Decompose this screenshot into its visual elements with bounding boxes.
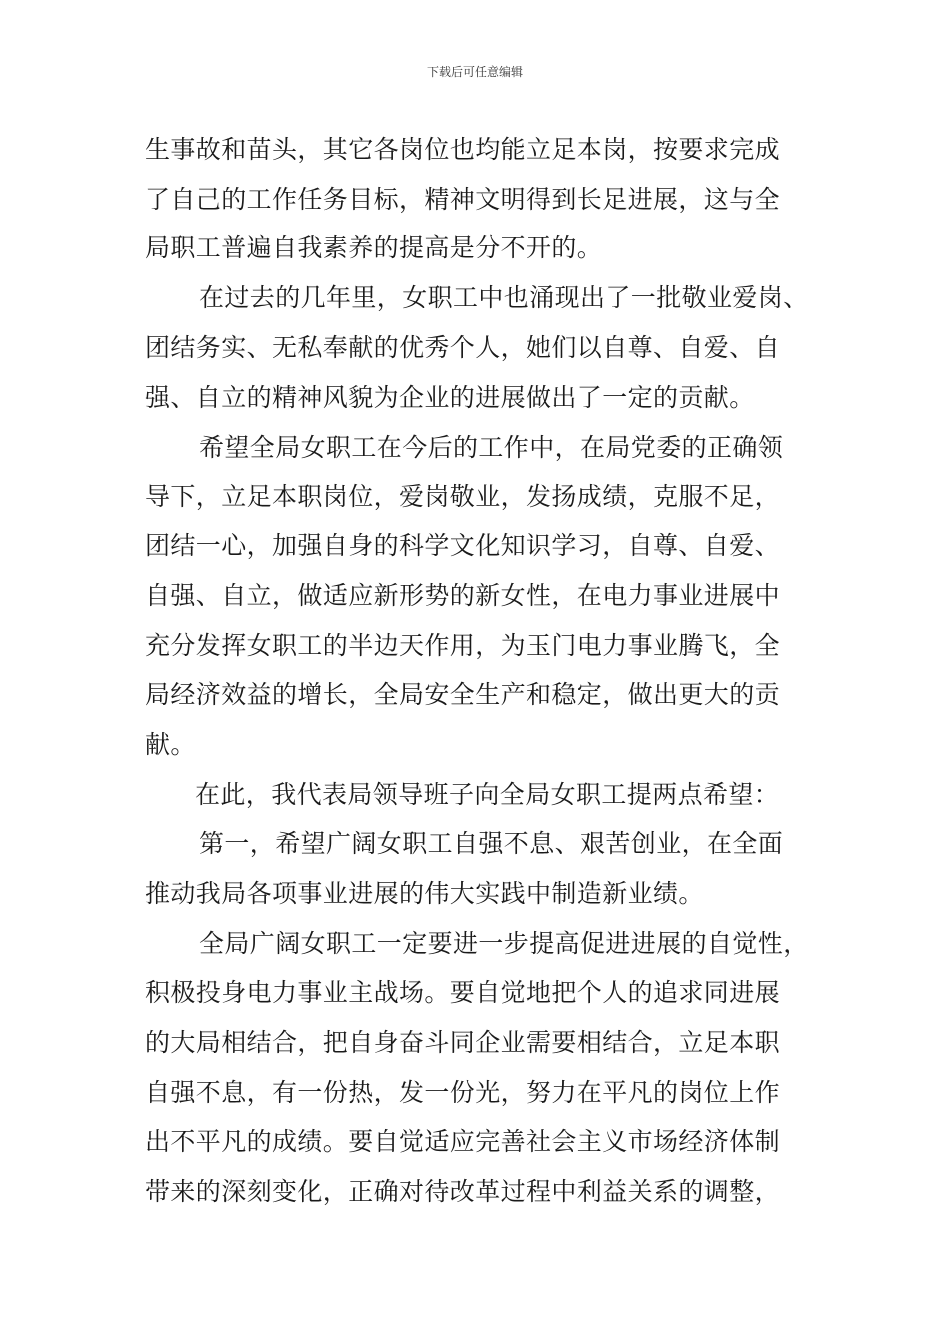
text-line: 献。: [145, 730, 196, 759]
text-line: 推动我局各项事业进展的伟大实践中制造新业绩。: [145, 879, 704, 908]
text-line: 积极投身电力事业主战场。要自觉地把个人的追求同进展: [145, 978, 781, 1007]
text-line: 带来的深刻变化，正确对待改革过程中利益关系的调整，: [145, 1177, 781, 1206]
text-line: 生事故和苗头，其它各岗位也均能立足本岗，按要求完成: [145, 135, 781, 164]
text-line: 自强、自立，做适应新形势的新女性，在电力事业进展中: [145, 581, 781, 610]
text-line: 团结一心，加强自身的科学文化知识学习，自尊、自爱、: [145, 531, 781, 560]
paragraph-first-line: 第一，希望广阔女职工自强不息、艰苦创业，在全面: [199, 829, 784, 858]
paragraph-first-line: 希望全局女职工在今后的工作中，在局党委的正确领: [199, 433, 784, 462]
paragraph-first-line: 在过去的几年里，女职工中也涌现出了一批敬业爱岗、: [199, 283, 809, 312]
text-line: 出不平凡的成绩。要自觉适应完善社会主义市场经济体制: [145, 1127, 781, 1156]
text-line: 局职工普遍自我素养的提高是分不开的。: [145, 233, 603, 262]
paragraph-first-line: 全局广阔女职工一定要进一步提高促进进展的自觉性，: [199, 929, 809, 958]
text-line: 自强不息，有一份热，发一份光，努力在平凡的岗位上作: [145, 1078, 781, 1107]
text-line: 团结务实、无私奉献的优秀个人，她们以自尊、自爱、自: [145, 333, 781, 362]
paragraph-first-line: 在此，我代表局领导班子向全局女职工提两点希望：: [195, 780, 780, 809]
text-line: 强、自立的精神风貌为企业的进展做出了一定的贡献。: [145, 383, 755, 412]
text-line: 充分发挥女职工的半边天作用，为玉门电力事业腾飞，全: [145, 631, 781, 660]
text-line: 导下，立足本职岗位，爱岗敬业，发扬成绩，克服不足，: [145, 482, 781, 511]
text-line: 的大局相结合，把自身奋斗同企业需要相结合，立足本职: [145, 1028, 781, 1057]
text-line: 局经济效益的增长，全局安全生产和稳定，做出更大的贡: [145, 680, 781, 709]
page-header: 下载后可任意编辑: [426, 65, 523, 79]
text-line: 了自己的工作任务目标，精神文明得到长足进展，这与全: [145, 185, 781, 214]
